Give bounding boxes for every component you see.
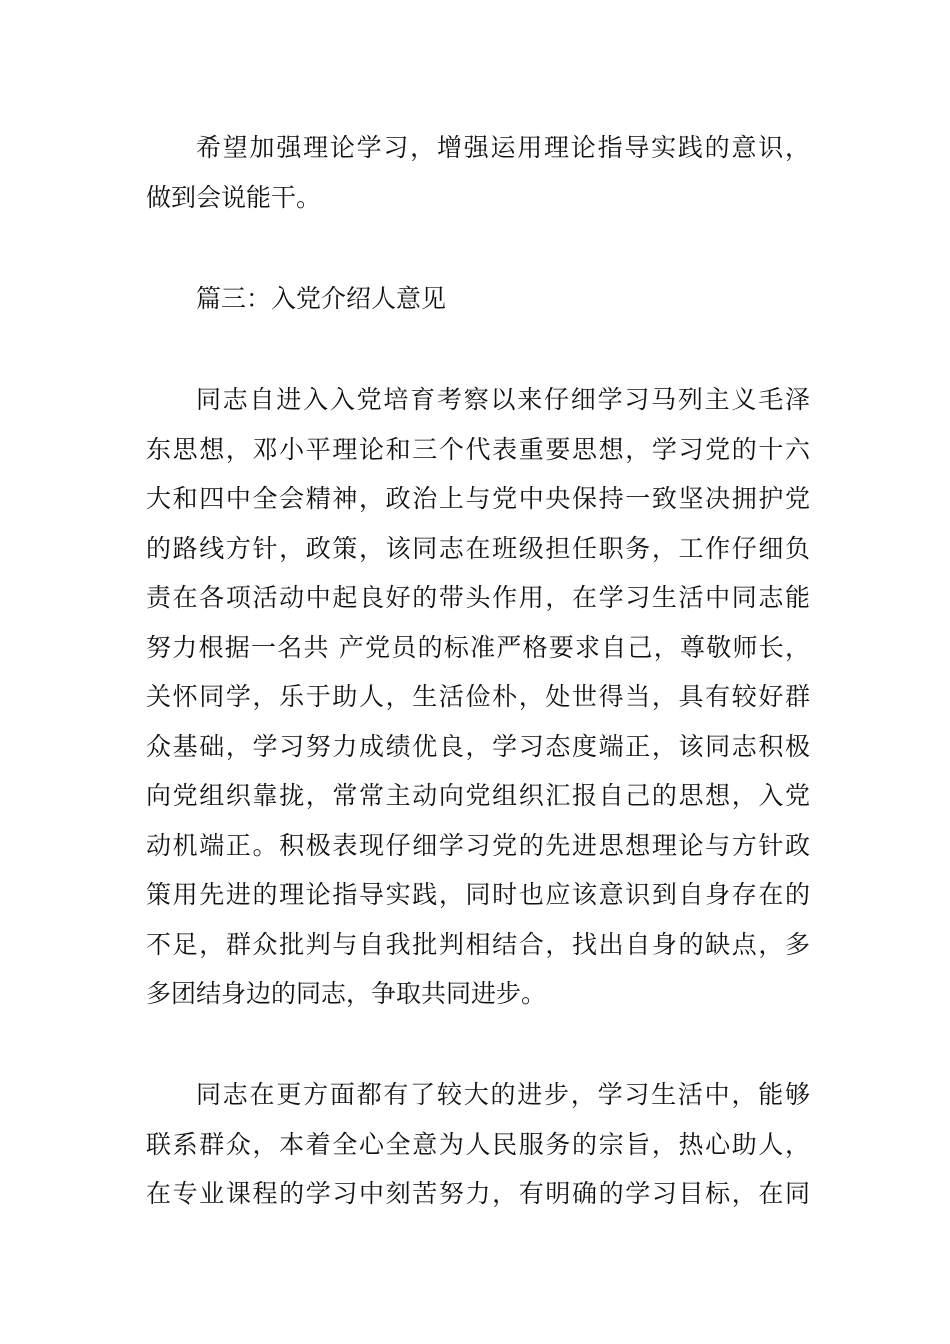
paragraph-2-line-2: 东思想，邓小平理论和三个代表重要思想，学习党的十六 (146, 435, 810, 464)
section-heading: 篇三：入党介绍人意见 (196, 284, 447, 313)
paragraph-2-line-1: 同志自进入入党培育考察以来仔细学习马列主义毛泽 (196, 385, 810, 414)
paragraph-2-line-5: 责在各项活动中起良好的带头作用，在学习生活中同志能 (146, 583, 810, 612)
paragraph-2-line-9: 向党组织靠拢，常常主动向党组织汇报自己的思想，入党 (146, 781, 810, 810)
paragraph-2-line-10: 动机端正。积极表现仔细学习党的先进思想理论与方针政 (146, 831, 810, 860)
paragraph-2-line-12: 不足，群众批判与自我批判相结合，找出自身的缺点，多 (146, 930, 810, 959)
paragraph-2-line-6: 努力根据一名共 产党员的标准严格要求自己，尊敬师长， (146, 633, 810, 662)
paragraph-3-line-1: 同志在更方面都有了较大的进步，学习生活中，能够 (196, 1080, 810, 1109)
paragraph-3-line-3: 在专业课程的学习中刻苦努力，有明确的学习目标，在同 (146, 1179, 810, 1208)
paragraph-2-line-11: 策用先进的理论指导实践，同时也应该意识到自身存在的 (146, 880, 810, 909)
paragraph-2-line-4: 的路线方针，政策，该同志在班级担任职务，工作仔细负 (146, 534, 810, 563)
paragraph-2-line-13: 多团结身边的同志，争取共同进步。 (146, 979, 547, 1008)
paragraph-2-line-3: 大和四中全会精神，政治上与党中央保持一致坚决拥护党 (146, 484, 810, 513)
paragraph-2-line-7: 关怀同学，乐于助人，生活俭朴，处世得当，具有较好群 (146, 682, 810, 711)
paragraph-3-line-2: 联系群众，本着全心全意为人民服务的宗旨，热心助人， (146, 1130, 810, 1159)
paragraph-2-line-8: 众基础，学习努力成绩优良，学习态度端正，该同志积极 (146, 732, 810, 761)
paragraph-1-line-2: 做到会说能干。 (146, 183, 322, 212)
paragraph-1-line-1: 希望加强理论学习，增强运用理论指导实践的意识， (196, 133, 810, 162)
